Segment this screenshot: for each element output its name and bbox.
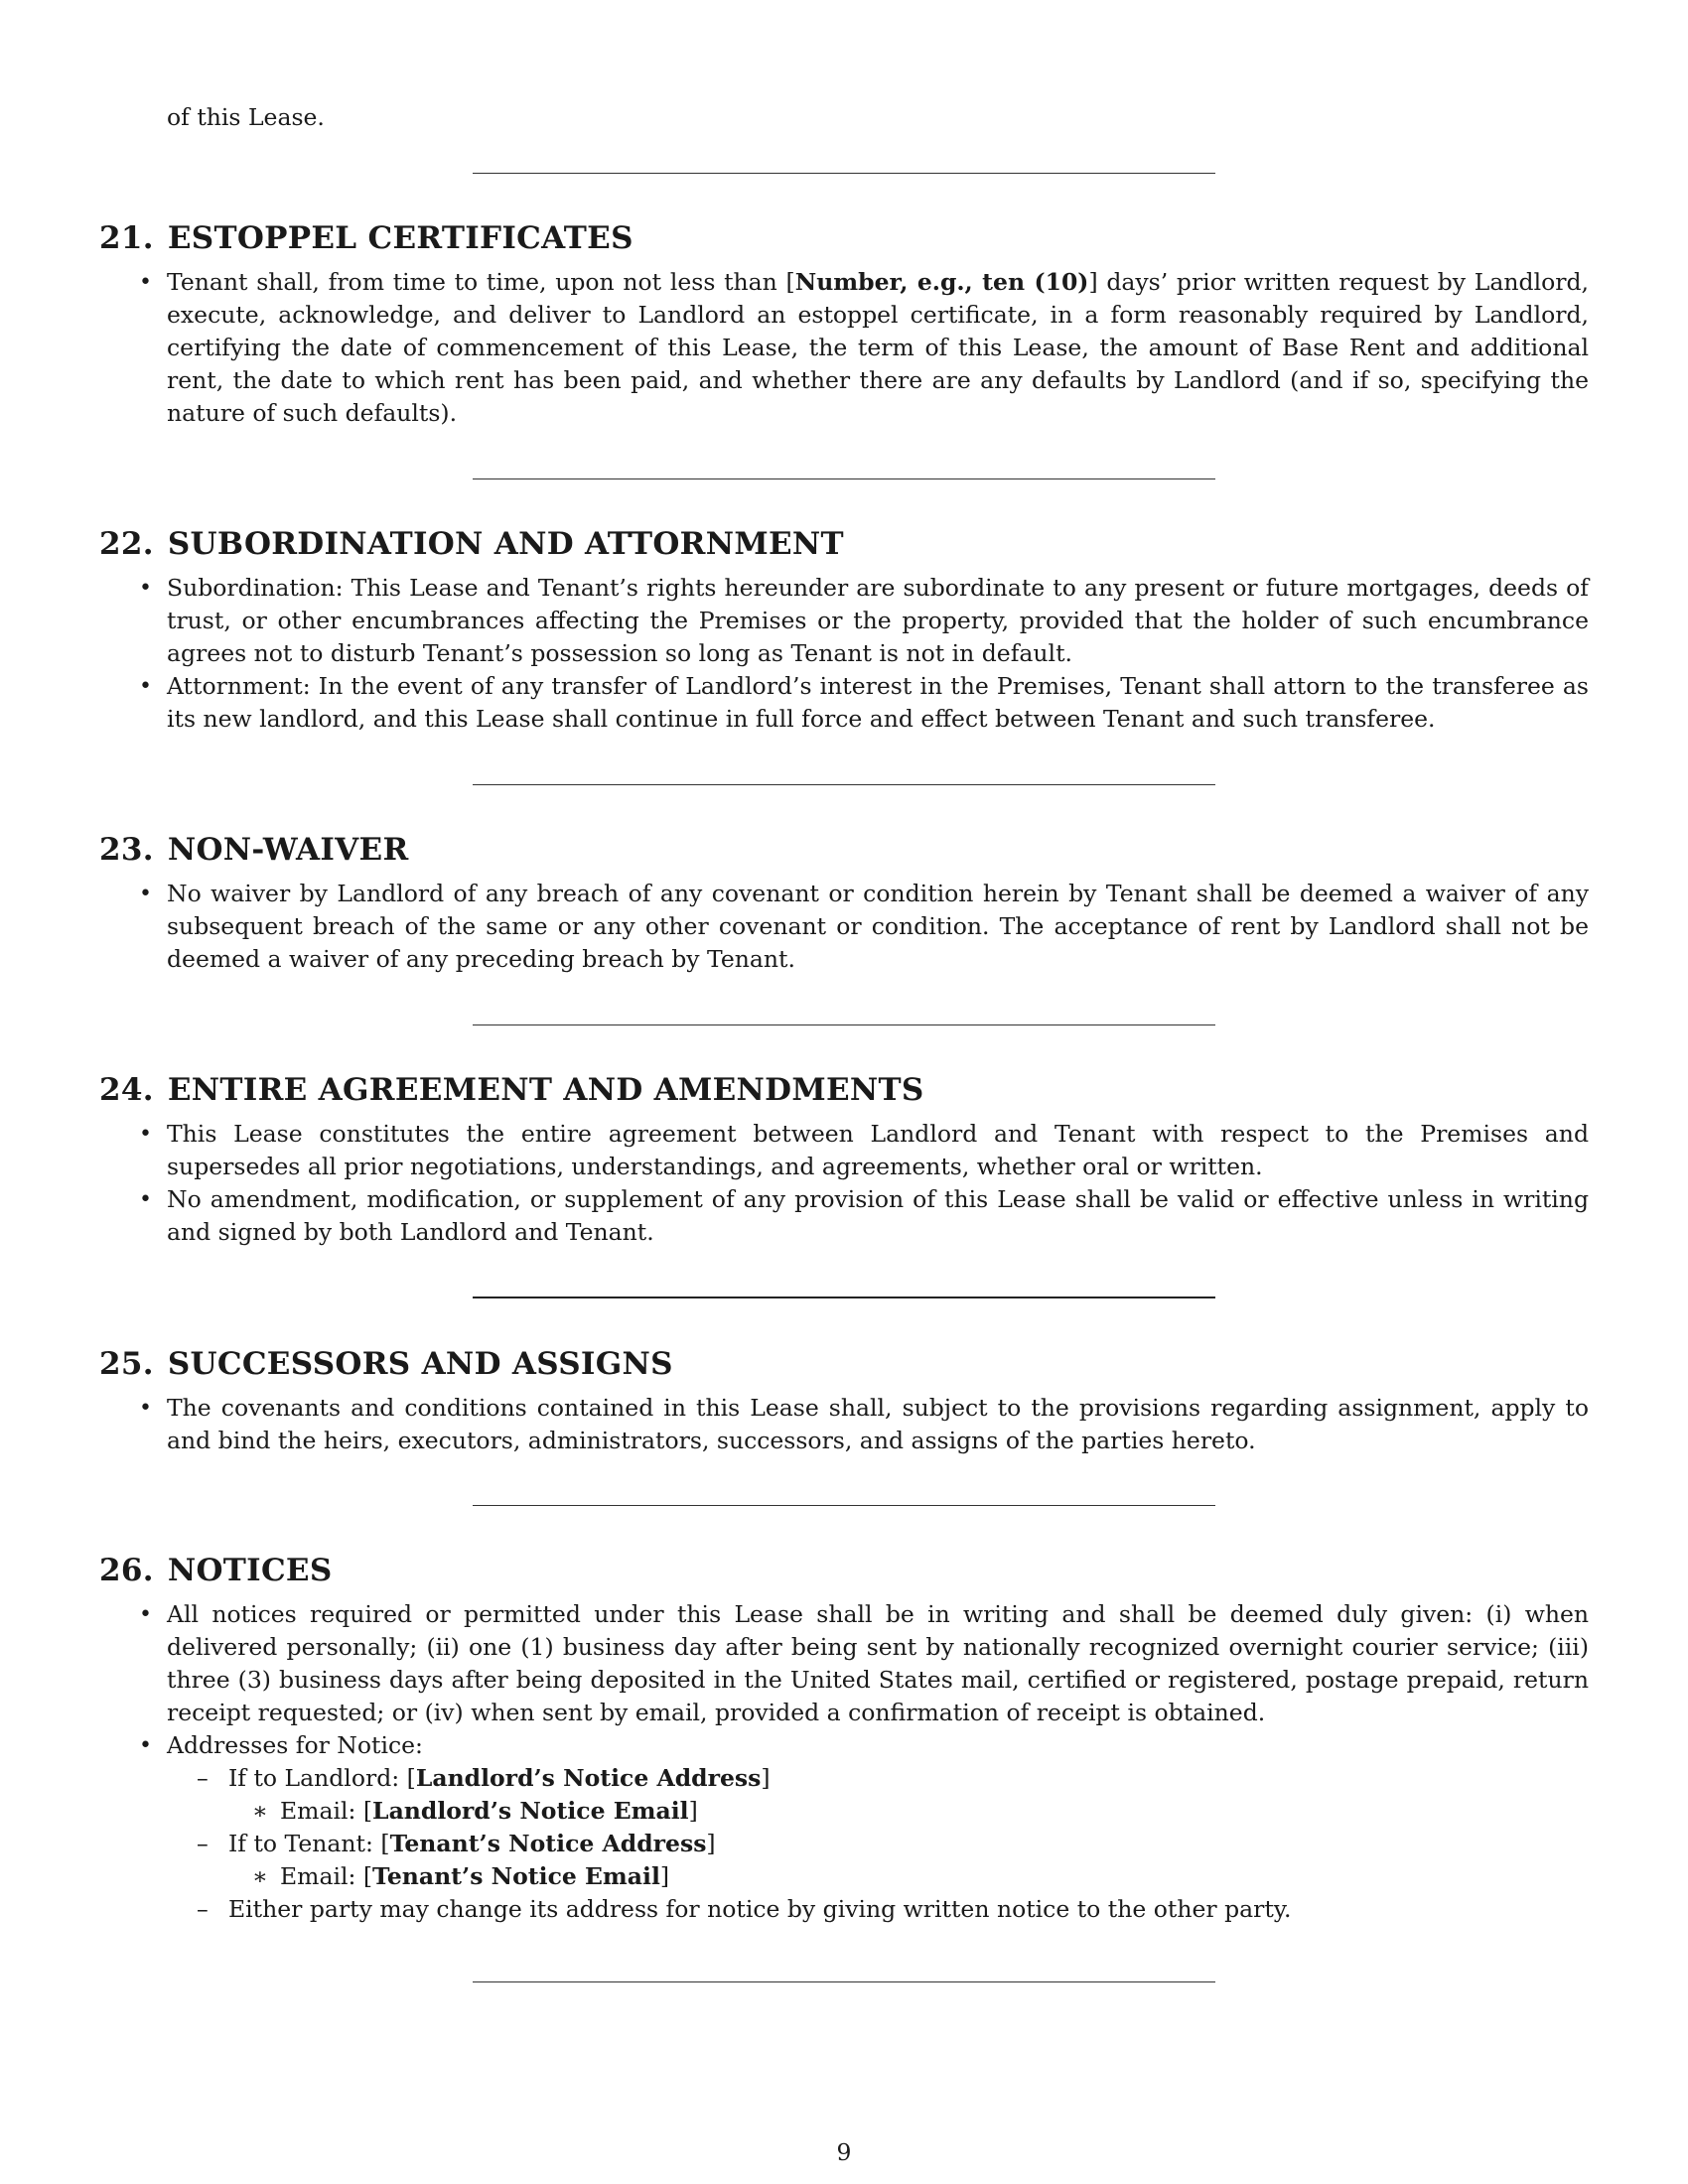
- placeholder-landlord-email: Landlord’s Notice Email: [372, 1797, 689, 1825]
- placeholder-landlord-address: Landlord’s Notice Address: [415, 1764, 762, 1792]
- section-heading: 23. NON-WAIVER: [99, 832, 409, 868]
- section-heading: 25. SUCCESSORS AND ASSIGNS: [99, 1346, 673, 1382]
- landlord-email-item: ∗ Email: [Landlord’s Notice Email]: [228, 1795, 1589, 1828]
- tenant-email-item: ∗ Email: [Tenant’s Notice Email]: [228, 1860, 1589, 1893]
- list-item: • All notices required or permitted under this Lease shall be in writing and shall be deemed duly given: (i) when delivered personally; (ii) one (1) business day after being sent by nationally recognized overnight courier service; (iii) three (3) business days after being deposited in the United States mail, certified or registered, postage prepaid, return receipt requested; or (iv) when sent by email, provided a confirmation of receipt is obtained.: [99, 1598, 1589, 1729]
- list-item: • Attornment: In the event of any transfer of Landlord’s interest in the Premises, Tenant shall attorn to the transferee as its new landlord, and this Lease shall continue in full force and effect between Tenant and such transferee.: [99, 670, 1589, 736]
- section-21: [99, 218, 1589, 430]
- bullet-list: [99, 266, 1589, 430]
- list-item: • This Lease constitutes the entire agreement between Landlord and Tenant with respect to the Premises and supersedes all prior negotiations, understandings, and agreements, whether oral or written.: [99, 1118, 1589, 1183]
- page-number: 9: [836, 2138, 852, 2166]
- list-item: • No amendment, modification, or supplement of any provision of this Lease shall be valid or effective unless in writing and signed by both Landlord and Tenant.: [99, 1183, 1589, 1249]
- placeholder-tenant-address: Tenant’s Notice Address: [389, 1830, 707, 1857]
- section-divider: [473, 478, 1215, 479]
- tenant-address-item: – If to Tenant: [Tenant’s Notice Address] ∗ Email: [Tenant’s Notice Email]: [167, 1828, 1589, 1893]
- list-item: • Tenant shall, from time to time, upon not less than [Number, e.g., ten (10)] days’ prior written request by Landlord, execute, acknowledge, and deliver to Landlord an estoppel certificate, in a form reasonably required by Landlord, certifying the date of commencement of this Lease, the term of this Lease, the amount of Base Rent and additional rent, the date to which rent has been paid, and whether there are any defaults by Landlord (and if so, specifying the nature of such defaults).: [99, 266, 1589, 430]
- bullet-list: [99, 572, 1589, 736]
- placeholder-number: Number, e.g., ten (10): [794, 268, 1089, 296]
- section-22: [99, 524, 1589, 736]
- bullet-list: [99, 1598, 1589, 1926]
- addresses-heading: Addresses for Notice:: [167, 1731, 423, 1759]
- section-divider: [473, 1024, 1215, 1025]
- bullet-list: [99, 1118, 1589, 1249]
- placeholder-tenant-email: Tenant’s Notice Email: [372, 1862, 660, 1890]
- section-heading: 22. SUBORDINATION AND ATTORNMENT: [99, 526, 844, 562]
- section-divider: [473, 173, 1215, 174]
- section-heading: 26. NOTICES: [99, 1553, 333, 1588]
- change-address-item: – Either party may change its address for notice by giving written notice to the other party.: [167, 1893, 1589, 1926]
- sub-sub-list: [228, 1795, 1589, 1828]
- section-25: [99, 1344, 1589, 1457]
- section-divider: [473, 1981, 1215, 1982]
- section-24: [99, 1070, 1589, 1249]
- list-item: • No waiver by Landlord of any breach of any covenant or condition herein by Tenant shall be deemed a waiver of any subsequent breach of the same or any other covenant or condition. The acceptance of rent by Landlord shall not be deemed a waiver of any preceding breach by Tenant.: [99, 878, 1589, 976]
- sub-sub-list: [228, 1860, 1589, 1893]
- list-item: • Subordination: This Lease and Tenant’s rights hereunder are subordinate to any present or future mortgages, deeds of trust, or other encumbrances affecting the Premises or the property, provided that the holder of such encumbrance agrees not to disturb Tenant’s possession so long as Tenant is not in default.: [99, 572, 1589, 670]
- section-divider: [473, 784, 1215, 785]
- continuation-text: of this Lease.: [167, 103, 325, 131]
- bullet-list: [99, 878, 1589, 976]
- bullet-list: [99, 1392, 1589, 1457]
- section-divider: [473, 1297, 1215, 1298]
- section-heading: 24. ENTIRE AGREEMENT AND AMENDMENTS: [99, 1072, 924, 1108]
- list-item: • The covenants and conditions contained in this Lease shall, subject to the provisions regarding assignment, apply to and bind the heirs, executors, administrators, successors, and assigns of the parties hereto.: [99, 1392, 1589, 1457]
- landlord-address-item: – If to Landlord: [Landlord’s Notice Address] ∗ Email: [Landlord’s Notice Email]: [167, 1762, 1589, 1828]
- sub-list: [167, 1762, 1589, 1926]
- section-23: [99, 830, 1589, 976]
- section-26: [99, 1551, 1589, 1926]
- section-heading: 21. ESTOPPEL CERTIFICATES: [99, 220, 633, 256]
- list-item: [99, 1729, 1589, 1926]
- section-divider: [473, 1505, 1215, 1506]
